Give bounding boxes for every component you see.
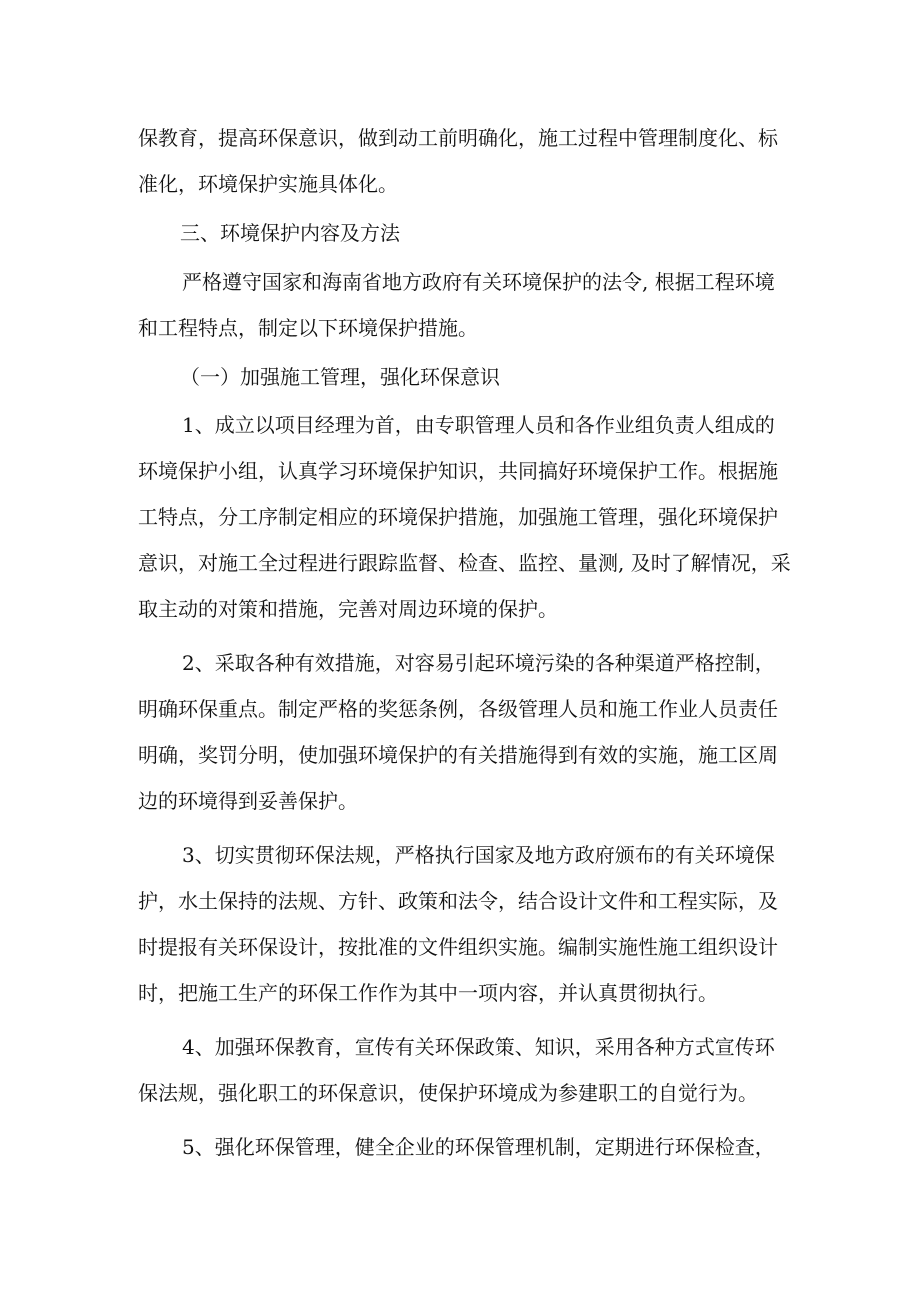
text-line: 和工程特点，制定以下环境保护措施。 — [138, 316, 478, 340]
section-heading: 三、环境保护内容及方法 — [180, 221, 400, 245]
text-line: 保法规，强化职工的环保意识，使保护环境成为参建职工的自觉行为。 — [138, 1081, 758, 1105]
text-line: 时提报有关环保设计，按批准的文件组织实施。编制实施性施工组织设计 — [138, 935, 778, 959]
text-line: 时，把施工生产的环保工作作为其中一项内容，并认真贯彻执行。 — [138, 981, 718, 1005]
text-line: 严格遵守国家和海南省地方政府有关环境保护的法令, 根据工程环境 — [182, 270, 775, 294]
text-line: 意识，对施工全过程进行跟踪监督、检查、监控、量测, 及时了解情况，采 — [138, 551, 791, 575]
text-line: 明确环保重点。制定严格的奖惩条例，各级管理人员和施工作业人员责任 — [138, 697, 778, 721]
text-line: 工特点，分工序制定相应的环境保护措施，加强施工管理，强化环境保护 — [138, 505, 778, 529]
text-line: 准化，环境保护实施具体化。 — [138, 172, 398, 196]
text-line: 3、切实贯彻环保法规，严格执行国家及地方政府颁布的有关环境保 — [182, 843, 775, 867]
text-line: 2、采取各种有效措施，对容易引起环境污染的各种渠道严格控制， — [182, 651, 775, 675]
text-line: 4、加强环保教育，宣传有关环保政策、知识，采用各种方式宣传环 — [182, 1035, 775, 1059]
text-line: 取主动的对策和措施，完善对周边环境的保护。 — [138, 597, 558, 621]
text-line: 护，水土保持的法规、方针、政策和法令，结合设计文件和工程实际，及 — [138, 889, 778, 913]
text-line: 边的环境得到妥善保护。 — [138, 789, 358, 813]
subsection-heading: （一）加强施工管理，强化环保意识 — [180, 365, 500, 389]
text-line: 保教育，提高环保意识，做到动工前明确化，施工过程中管理制度化、标 — [138, 126, 778, 150]
text-line: 1、成立以项目经理为首，由专职管理人员和各作业组负责人组成的 — [182, 413, 775, 437]
text-line: 明确，奖罚分明，使加强环境保护的有关措施得到有效的实施，施工区周 — [138, 743, 778, 767]
text-line: 环境保护小组，认真学习环境保护知识，共同搞好环境保护工作。根据施 — [138, 459, 778, 483]
text-line: 5、强化环保管理，健全企业的环保管理机制，定期进行环保检查， — [182, 1135, 775, 1159]
